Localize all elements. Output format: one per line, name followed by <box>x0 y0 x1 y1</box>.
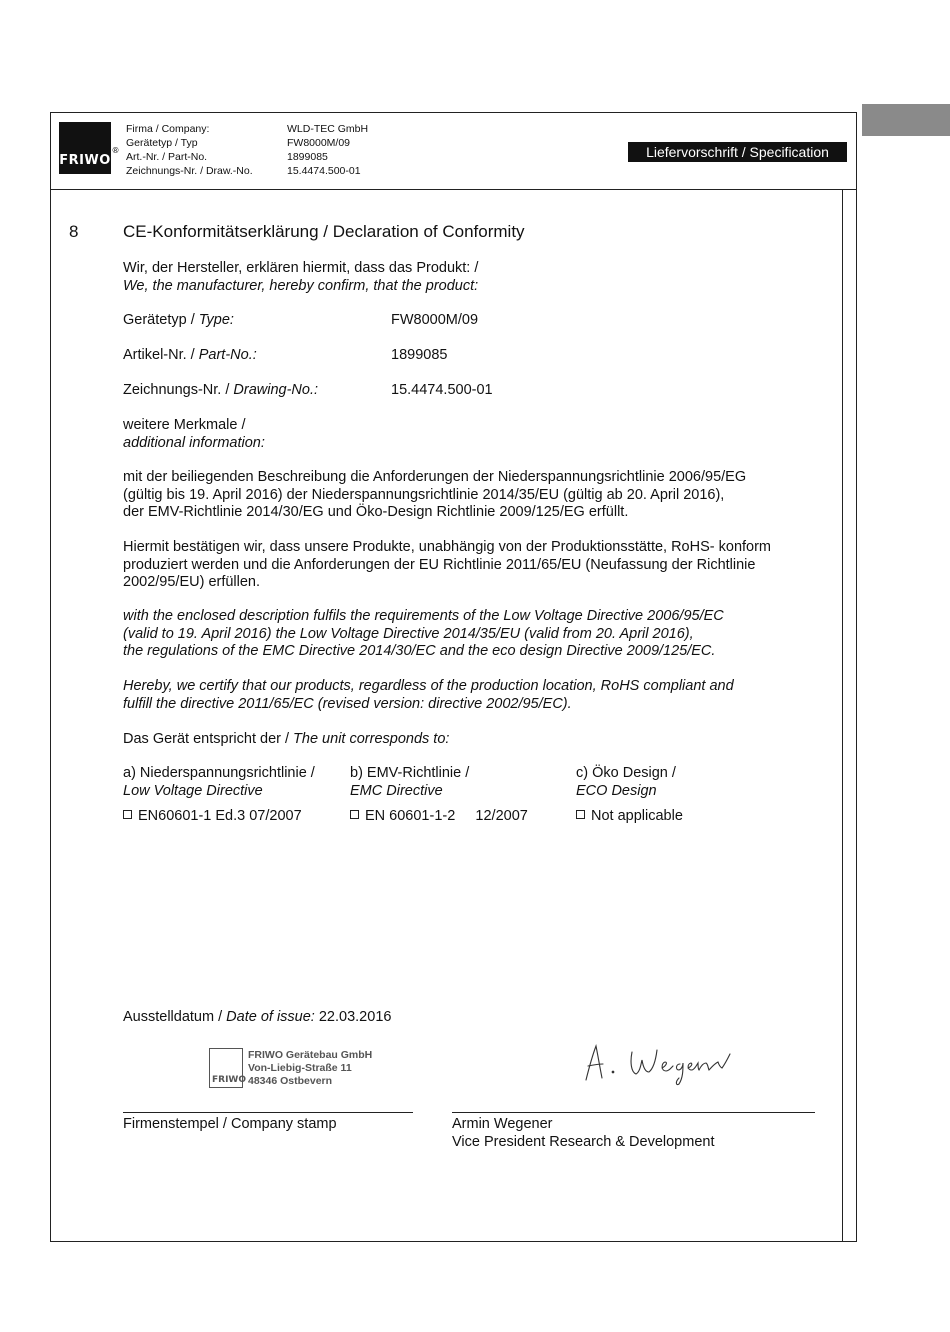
signatory-name: Armin Wegener <box>452 1116 553 1132</box>
paragraph-line: Hiermit bestätigen wir, dass unsere Produkte, unabhängig von der Produktionsstätte, RoHS- konform <box>123 539 772 555</box>
issue-label-de: Ausstelldatum / <box>123 1009 227 1025</box>
checkbox-icon <box>350 810 359 819</box>
field-drawing-label <box>123 382 318 400</box>
page-tab-marker <box>862 104 950 136</box>
header-value-part: 1899085 <box>287 151 328 163</box>
header-value-company: WLD-TEC GmbH <box>287 123 369 135</box>
header-value-drawing: 15.4474.500-01 <box>287 165 361 177</box>
intro-de: Wir, der Hersteller, erklären hiermit, dass das Produkt: / <box>123 260 479 276</box>
header-label-type: Gerätetyp / Typ <box>126 137 198 149</box>
standard-text: EN 60601-1-2 12/2007 <box>365 808 528 824</box>
field-part-label <box>123 347 257 365</box>
person-signature-line <box>452 1112 815 1113</box>
directive-standard <box>350 808 528 826</box>
field-type-value: FW8000M/09 <box>391 312 479 328</box>
issue-date-value: 22.03.2016 <box>314 1009 392 1025</box>
field-label-en: Part-No.: <box>198 347 257 363</box>
paragraph-en-2 <box>123 678 734 713</box>
additional-info <box>123 417 265 452</box>
field-label-en: Drawing-No.: <box>233 382 319 398</box>
checkbox-icon <box>123 810 132 819</box>
header-label-drawing: Zeichnungs-Nr. / Draw.-No. <box>126 165 253 177</box>
stamp-line: Von-Liebig-Straße 11 <box>248 1062 352 1074</box>
field-label-de: Gerätetyp / <box>123 312 199 328</box>
logo-text: FRIWO <box>59 153 111 168</box>
paragraph-line: Hereby, we certify that our products, regardless of the production location, RoHS compliant and <box>123 678 734 694</box>
field-part-value: 1899085 <box>391 347 448 363</box>
friwo-logo <box>59 122 120 174</box>
directive-emc <box>350 765 528 826</box>
specification-label: Liefervorschrift / Specification <box>628 142 847 162</box>
paragraph-line: fulfill the directive 2011/65/EC (revised version: directive 2002/95/EC). <box>123 695 572 712</box>
paragraph-line: (gültig bis 19. April 2016) der Niederspannungsrichtlinie 2014/35/EU (gültig ab 20. April 2016), <box>123 486 725 503</box>
directive-title-en: ECO Design <box>576 782 657 799</box>
header-label-part: Art.-Nr. / Part-No. <box>126 151 208 163</box>
paragraph-line: mit der beiliegenden Beschreibung die Anforderungen der Niederspannungsrichtlinie 2006/95/EG <box>123 469 747 485</box>
stamp-logo <box>209 1048 247 1088</box>
paragraph-line: the regulations of the EMC Directive 2014/30/EC and the eco design Directive 2009/125/EC. <box>123 643 716 659</box>
checkbox-icon <box>576 810 585 819</box>
field-label-de: Zeichnungs-Nr. / <box>123 382 234 398</box>
header-divider <box>50 189 857 190</box>
section-number: 8 <box>69 222 79 241</box>
corresponds-en: The unit corresponds to: <box>293 731 450 747</box>
additional-en: additional information: <box>123 434 265 451</box>
paragraph-en-1 <box>123 608 724 661</box>
directive-standard <box>123 808 315 826</box>
stamp-signature-line <box>123 1112 413 1113</box>
stamp-line: 48346 Ostbevern <box>248 1075 333 1087</box>
stamp-line: FRIWO Gerätebau GmbH <box>248 1049 373 1061</box>
handwritten-signature <box>580 1038 735 1088</box>
paragraph-de-2 <box>123 539 771 592</box>
directive-title-de: c) Öko Design / <box>576 765 676 781</box>
standard-text: EN60601-1 Ed.3 07/2007 <box>138 808 302 824</box>
corresponds-de: Das Gerät entspricht der / <box>123 731 294 747</box>
corresponds-line <box>123 731 449 749</box>
margin-line <box>842 189 843 1242</box>
paragraph-line: 2002/95/EU) erfüllen. <box>123 574 261 590</box>
issue-label-en: Date of issue: <box>226 1009 315 1025</box>
field-label-de: Artikel-Nr. / <box>123 347 199 363</box>
paragraph-line: with the enclosed description fulfils the requirements of the Low Voltage Directive 2006/95/EC <box>123 608 724 624</box>
directive-title-en: Low Voltage Directive <box>123 782 263 799</box>
issue-date <box>123 1009 391 1027</box>
intro-en: We, the manufacturer, hereby confirm, that the product: <box>123 277 479 294</box>
standard-text: Not applicable <box>591 808 683 824</box>
directive-standard <box>576 808 683 826</box>
paragraph-line: (valid to 19. April 2016) the Low Voltage Directive 2014/35/EU (valid from 20. April 2016), <box>123 625 694 642</box>
stamp-logo-text: FRIWO <box>212 1075 247 1085</box>
signatory <box>452 1116 714 1151</box>
signatory-role: Vice President Research & Development <box>452 1133 715 1150</box>
paragraph-line: der EMV-Richtlinie 2014/30/EG und Öko-Design Richtlinie 2009/125/EG erfüllt. <box>123 504 629 520</box>
additional-de: weitere Merkmale / <box>123 417 246 433</box>
header-values <box>287 122 368 178</box>
directive-eco-design <box>576 765 683 826</box>
field-label-en: Type: <box>198 312 234 328</box>
directive-title-en: EMC Directive <box>350 782 443 799</box>
directive-low-voltage <box>123 765 315 826</box>
logo-registered-mark: ® <box>111 146 120 155</box>
stamp-caption: Firmenstempel / Company stamp <box>123 1116 337 1132</box>
field-drawing-value: 15.4474.500-01 <box>391 382 493 398</box>
header-label-company: Firma / Company: <box>126 123 210 135</box>
intro-text <box>123 260 478 295</box>
directive-title-de: a) Niederspannungsrichtlinie / <box>123 765 315 781</box>
header-labels <box>126 122 253 178</box>
paragraph-de-1 <box>123 469 746 522</box>
directive-title-de: b) EMV-Richtlinie / <box>350 765 470 781</box>
section-title: CE-Konformitätserklärung / Declaration of Conformity <box>123 222 525 241</box>
paragraph-line: produziert werden und die Anforderungen der EU Richtlinie 2011/65/EU (Neufassung der Richtlinie <box>123 556 756 573</box>
header-value-type: FW8000M/09 <box>287 137 351 149</box>
company-stamp <box>248 1049 372 1088</box>
field-type-label <box>123 312 234 330</box>
